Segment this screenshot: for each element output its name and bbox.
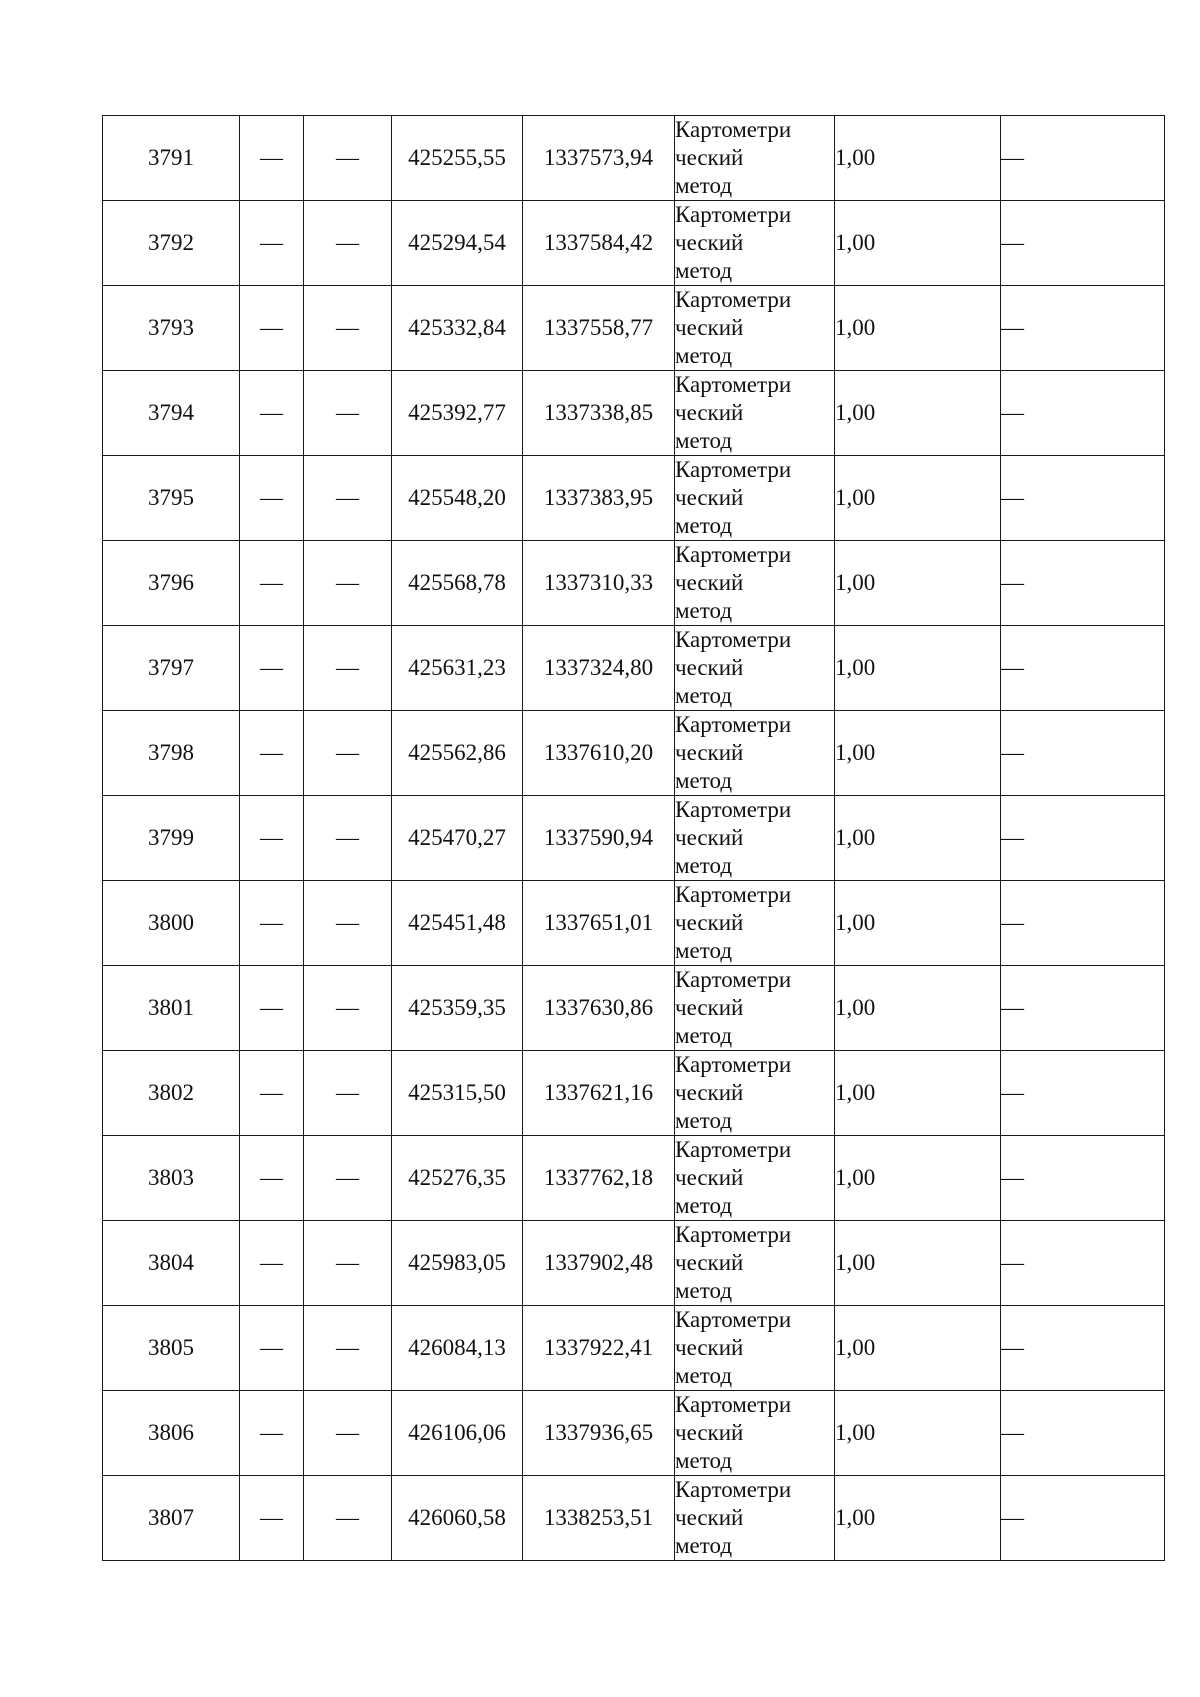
accuracy-cell: 1,00 xyxy=(835,541,1001,626)
method-cell xyxy=(675,201,835,286)
empty-value-cell: — xyxy=(1001,456,1165,541)
method-text-line: ческий xyxy=(675,1420,744,1445)
coordinate-x-cell: 425470,27 xyxy=(392,796,523,881)
method-text-line: Картометри xyxy=(675,1392,792,1417)
empty-value-cell: — xyxy=(1001,286,1165,371)
method-text-line: метод xyxy=(675,428,733,453)
accuracy-cell: 1,00 xyxy=(835,1306,1001,1391)
empty-value-cell: — xyxy=(1001,116,1165,201)
point-number-cell: 3802 xyxy=(103,1051,240,1136)
coordinates-table-body xyxy=(103,116,1165,1561)
empty-value-cell: — xyxy=(240,1476,304,1561)
method-cell xyxy=(675,796,835,881)
coordinate-y-cell: 1337310,33 xyxy=(523,541,675,626)
method-text-line: метод xyxy=(675,1278,733,1303)
method-cell xyxy=(675,1136,835,1221)
coordinate-x-cell: 425631,23 xyxy=(392,626,523,711)
coordinate-y-cell: 1337383,95 xyxy=(523,456,675,541)
table-row xyxy=(103,711,1165,796)
empty-value-cell: — xyxy=(304,1051,392,1136)
method-text-line: Картометри xyxy=(675,1307,792,1332)
point-number-cell: 3805 xyxy=(103,1306,240,1391)
method-text-line: ческий xyxy=(675,315,744,340)
empty-value-cell: — xyxy=(1001,201,1165,286)
empty-value-cell: — xyxy=(240,371,304,456)
empty-value-cell: — xyxy=(304,966,392,1051)
method-text-line: Картометри xyxy=(675,457,792,482)
empty-value-cell: — xyxy=(304,1221,392,1306)
table-row xyxy=(103,1306,1165,1391)
method-cell xyxy=(675,371,835,456)
method-text-line: ческий xyxy=(675,400,744,425)
coordinate-y-cell: 1337324,80 xyxy=(523,626,675,711)
point-number-cell: 3796 xyxy=(103,541,240,626)
table-row xyxy=(103,201,1165,286)
method-text-line: метод xyxy=(675,258,733,283)
method-text-line: Картометри xyxy=(675,287,792,312)
method-text-line: ческий xyxy=(675,740,744,765)
method-cell xyxy=(675,711,835,796)
method-text-line: метод xyxy=(675,683,733,708)
method-text-line: Картометри xyxy=(675,117,792,142)
method-text-line: метод xyxy=(675,343,733,368)
accuracy-cell: 1,00 xyxy=(835,711,1001,796)
method-text-line: метод xyxy=(675,1448,733,1473)
table-row xyxy=(103,1391,1165,1476)
coordinate-y-cell: 1337922,41 xyxy=(523,1306,675,1391)
method-text-line: метод xyxy=(675,853,733,878)
coordinate-x-cell: 425451,48 xyxy=(392,881,523,966)
method-text-line: ческий xyxy=(675,1080,744,1105)
empty-value-cell: — xyxy=(304,1306,392,1391)
accuracy-cell: 1,00 xyxy=(835,881,1001,966)
point-number-cell: 3794 xyxy=(103,371,240,456)
table-row xyxy=(103,881,1165,966)
point-number-cell: 3800 xyxy=(103,881,240,966)
coordinate-y-cell: 1337762,18 xyxy=(523,1136,675,1221)
empty-value-cell: — xyxy=(304,711,392,796)
method-text-line: Картометри xyxy=(675,797,792,822)
coordinate-x-cell: 426060,58 xyxy=(392,1476,523,1561)
coordinate-y-cell: 1337610,20 xyxy=(523,711,675,796)
method-text-line: Картометри xyxy=(675,1222,792,1247)
empty-value-cell: — xyxy=(1001,796,1165,881)
coordinate-x-cell: 425255,55 xyxy=(392,116,523,201)
coordinate-x-cell: 425392,77 xyxy=(392,371,523,456)
method-cell xyxy=(675,1391,835,1476)
coordinate-x-cell: 426084,13 xyxy=(392,1306,523,1391)
empty-value-cell: — xyxy=(304,116,392,201)
empty-value-cell: — xyxy=(240,286,304,371)
method-text-line: ческий xyxy=(675,825,744,850)
accuracy-cell: 1,00 xyxy=(835,1051,1001,1136)
empty-value-cell: — xyxy=(1001,371,1165,456)
table-row xyxy=(103,541,1165,626)
method-text-line: ческий xyxy=(675,1250,744,1275)
coordinate-y-cell: 1337630,86 xyxy=(523,966,675,1051)
coordinate-x-cell: 425315,50 xyxy=(392,1051,523,1136)
method-text-line: метод xyxy=(675,513,733,538)
method-text-line: метод xyxy=(675,938,733,963)
empty-value-cell: — xyxy=(1001,626,1165,711)
method-text-line: метод xyxy=(675,598,733,623)
method-text-line: Картометри xyxy=(675,882,792,907)
point-number-cell: 3793 xyxy=(103,286,240,371)
coordinate-y-cell: 1337558,77 xyxy=(523,286,675,371)
point-number-cell: 3797 xyxy=(103,626,240,711)
method-text-line: метод xyxy=(675,768,733,793)
method-text-line: Картометри xyxy=(675,1477,792,1502)
empty-value-cell: — xyxy=(1001,881,1165,966)
method-text-line: ческий xyxy=(675,1335,744,1360)
coordinate-y-cell: 1337651,01 xyxy=(523,881,675,966)
method-text-line: Картометри xyxy=(675,202,792,227)
accuracy-cell: 1,00 xyxy=(835,116,1001,201)
coordinates-table xyxy=(102,115,1165,1561)
method-text-line: ческий xyxy=(675,485,744,510)
table-row xyxy=(103,456,1165,541)
empty-value-cell: — xyxy=(1001,711,1165,796)
coordinate-y-cell: 1337590,94 xyxy=(523,796,675,881)
accuracy-cell: 1,00 xyxy=(835,286,1001,371)
method-cell xyxy=(675,1306,835,1391)
point-number-cell: 3791 xyxy=(103,116,240,201)
coordinate-y-cell: 1337573,94 xyxy=(523,116,675,201)
coordinate-x-cell: 425562,86 xyxy=(392,711,523,796)
empty-value-cell: — xyxy=(240,796,304,881)
method-cell xyxy=(675,456,835,541)
table-row xyxy=(103,1051,1165,1136)
method-text-line: Картометри xyxy=(675,1052,792,1077)
coordinate-y-cell: 1338253,51 xyxy=(523,1476,675,1561)
empty-value-cell: — xyxy=(1001,1306,1165,1391)
method-cell xyxy=(675,881,835,966)
table-row xyxy=(103,796,1165,881)
accuracy-cell: 1,00 xyxy=(835,456,1001,541)
empty-value-cell: — xyxy=(240,966,304,1051)
coordinate-x-cell: 425359,35 xyxy=(392,966,523,1051)
coordinate-y-cell: 1337584,42 xyxy=(523,201,675,286)
method-text-line: метод xyxy=(675,1363,733,1388)
point-number-cell: 3807 xyxy=(103,1476,240,1561)
accuracy-cell: 1,00 xyxy=(835,1136,1001,1221)
coordinate-x-cell: 425294,54 xyxy=(392,201,523,286)
empty-value-cell: — xyxy=(240,456,304,541)
accuracy-cell: 1,00 xyxy=(835,1476,1001,1561)
method-text-line: метод xyxy=(675,1193,733,1218)
accuracy-cell: 1,00 xyxy=(835,626,1001,711)
method-text-line: ческий xyxy=(675,655,744,680)
coordinate-y-cell: 1337936,65 xyxy=(523,1391,675,1476)
empty-value-cell: — xyxy=(304,201,392,286)
empty-value-cell: — xyxy=(1001,966,1165,1051)
method-cell xyxy=(675,1051,835,1136)
method-text-line: метод xyxy=(675,173,733,198)
point-number-cell: 3804 xyxy=(103,1221,240,1306)
empty-value-cell: — xyxy=(240,881,304,966)
coordinate-y-cell: 1337621,16 xyxy=(523,1051,675,1136)
point-number-cell: 3806 xyxy=(103,1391,240,1476)
method-text-line: ческий xyxy=(675,230,744,255)
empty-value-cell: — xyxy=(1001,1136,1165,1221)
point-number-cell: 3801 xyxy=(103,966,240,1051)
table-row xyxy=(103,1476,1165,1561)
empty-value-cell: — xyxy=(1001,1221,1165,1306)
point-number-cell: 3795 xyxy=(103,456,240,541)
table-row xyxy=(103,966,1165,1051)
coordinate-x-cell: 425568,78 xyxy=(392,541,523,626)
method-text-line: Картометри xyxy=(675,372,792,397)
method-cell xyxy=(675,1221,835,1306)
method-text-line: Картометри xyxy=(675,627,792,652)
accuracy-cell: 1,00 xyxy=(835,966,1001,1051)
empty-value-cell: — xyxy=(304,1136,392,1221)
coordinate-x-cell: 426106,06 xyxy=(392,1391,523,1476)
empty-value-cell: — xyxy=(304,796,392,881)
empty-value-cell: — xyxy=(304,1391,392,1476)
accuracy-cell: 1,00 xyxy=(835,201,1001,286)
point-number-cell: 3803 xyxy=(103,1136,240,1221)
coordinate-y-cell: 1337338,85 xyxy=(523,371,675,456)
table-row xyxy=(103,286,1165,371)
method-text-line: Картометри xyxy=(675,542,792,567)
empty-value-cell: — xyxy=(304,456,392,541)
point-number-cell: 3798 xyxy=(103,711,240,796)
table-row xyxy=(103,626,1165,711)
coordinate-x-cell: 425276,35 xyxy=(392,1136,523,1221)
method-text-line: Картометри xyxy=(675,712,792,737)
method-text-line: ческий xyxy=(675,145,744,170)
empty-value-cell: — xyxy=(240,116,304,201)
method-cell xyxy=(675,116,835,201)
method-text-line: метод xyxy=(675,1533,733,1558)
empty-value-cell: — xyxy=(304,881,392,966)
method-text-line: ческий xyxy=(675,1505,744,1530)
empty-value-cell: — xyxy=(240,1051,304,1136)
method-text-line: ческий xyxy=(675,995,744,1020)
empty-value-cell: — xyxy=(240,1136,304,1221)
empty-value-cell: — xyxy=(1001,541,1165,626)
empty-value-cell: — xyxy=(1001,1391,1165,1476)
empty-value-cell: — xyxy=(304,371,392,456)
point-number-cell: 3799 xyxy=(103,796,240,881)
accuracy-cell: 1,00 xyxy=(835,1391,1001,1476)
coordinate-x-cell: 425332,84 xyxy=(392,286,523,371)
empty-value-cell: — xyxy=(1001,1051,1165,1136)
empty-value-cell: — xyxy=(240,626,304,711)
empty-value-cell: — xyxy=(1001,1476,1165,1561)
method-cell xyxy=(675,1476,835,1561)
method-cell xyxy=(675,626,835,711)
empty-value-cell: — xyxy=(240,201,304,286)
empty-value-cell: — xyxy=(240,1221,304,1306)
point-number-cell: 3792 xyxy=(103,201,240,286)
method-text-line: ческий xyxy=(675,570,744,595)
accuracy-cell: 1,00 xyxy=(835,371,1001,456)
empty-value-cell: — xyxy=(304,1476,392,1561)
empty-value-cell: — xyxy=(304,541,392,626)
table-row xyxy=(103,371,1165,456)
coordinate-x-cell: 425548,20 xyxy=(392,456,523,541)
method-cell xyxy=(675,966,835,1051)
accuracy-cell: 1,00 xyxy=(835,796,1001,881)
method-text-line: ческий xyxy=(675,1165,744,1190)
empty-value-cell: — xyxy=(240,541,304,626)
empty-value-cell: — xyxy=(304,626,392,711)
method-text-line: метод xyxy=(675,1108,733,1133)
empty-value-cell: — xyxy=(304,286,392,371)
table-row xyxy=(103,116,1165,201)
method-text-line: Картометри xyxy=(675,1137,792,1162)
method-text-line: метод xyxy=(675,1023,733,1048)
method-cell xyxy=(675,286,835,371)
coordinate-y-cell: 1337902,48 xyxy=(523,1221,675,1306)
empty-value-cell: — xyxy=(240,1391,304,1476)
method-text-line: Картометри xyxy=(675,967,792,992)
coordinate-x-cell: 425983,05 xyxy=(392,1221,523,1306)
table-row xyxy=(103,1136,1165,1221)
empty-value-cell: — xyxy=(240,1306,304,1391)
table-row xyxy=(103,1221,1165,1306)
method-cell xyxy=(675,541,835,626)
empty-value-cell: — xyxy=(240,711,304,796)
method-text-line: ческий xyxy=(675,910,744,935)
accuracy-cell: 1,00 xyxy=(835,1221,1001,1306)
